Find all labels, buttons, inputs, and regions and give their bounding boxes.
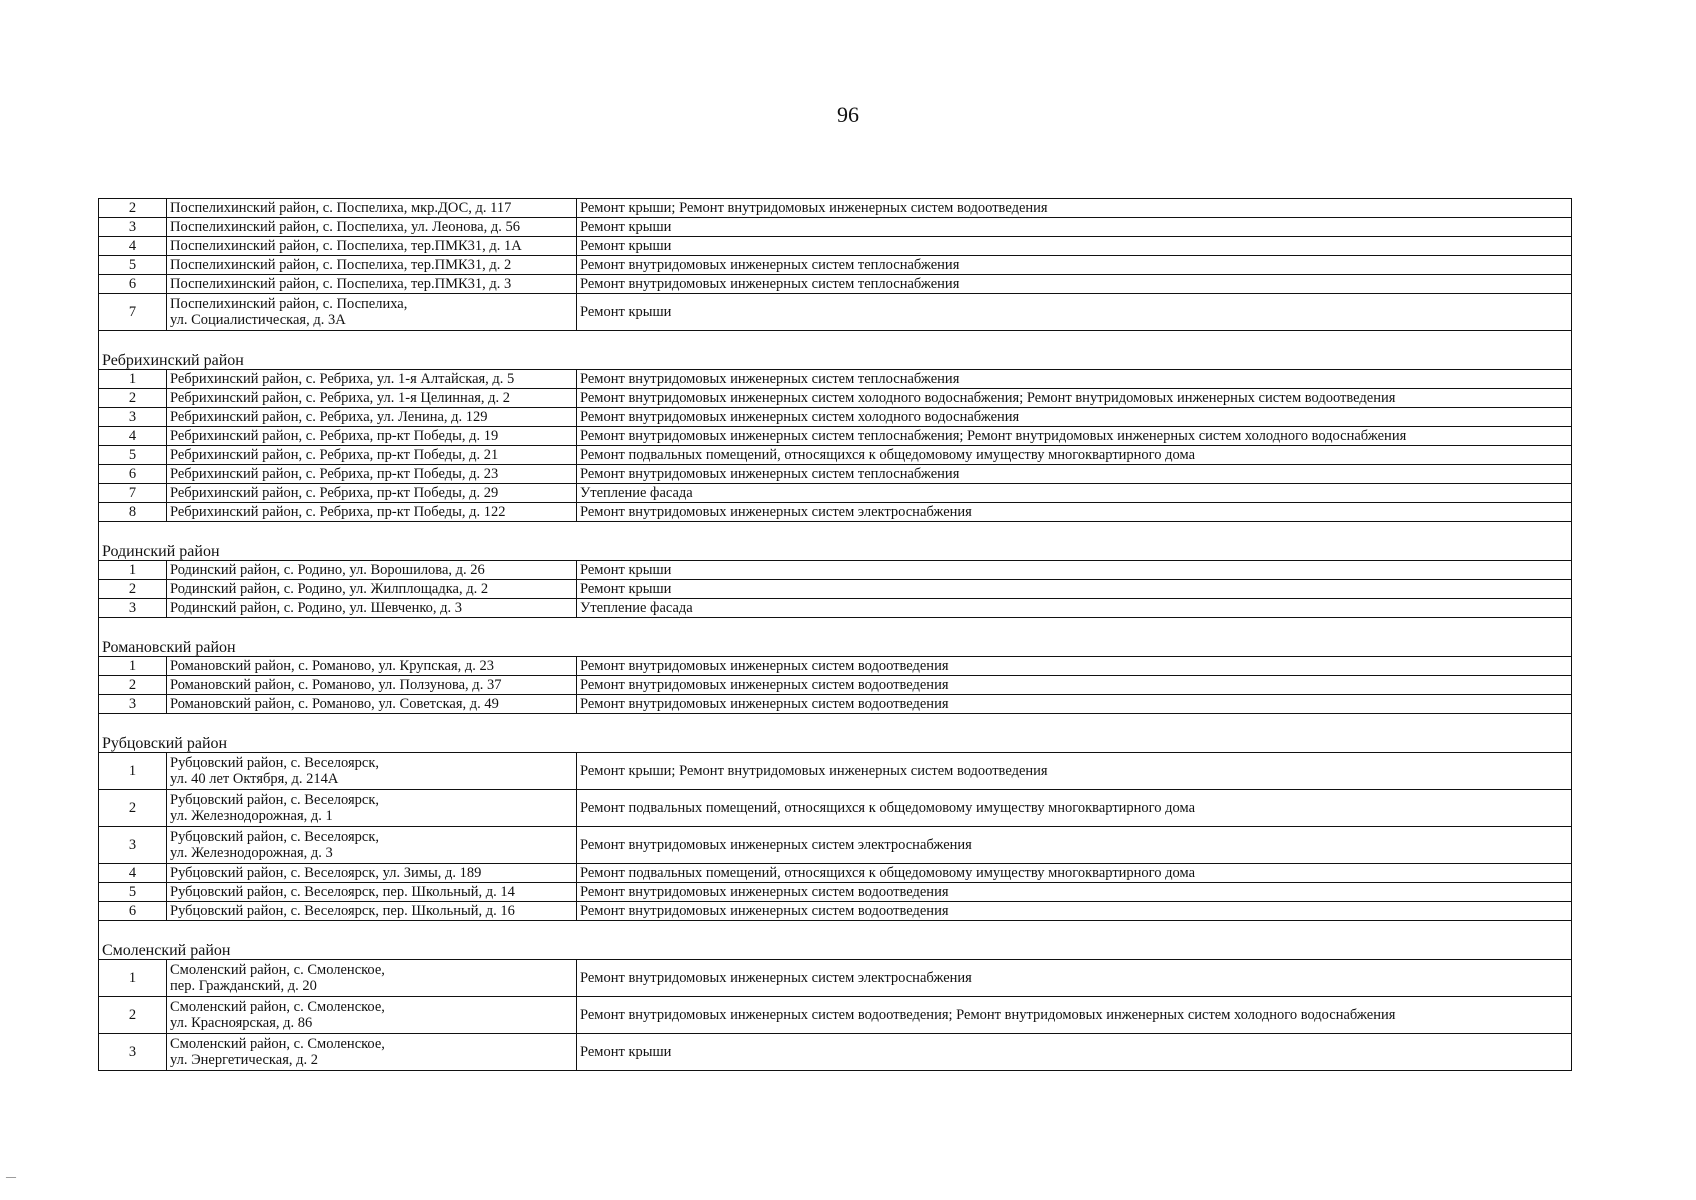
page-number: 96 bbox=[837, 102, 859, 127]
row-number: 3 bbox=[99, 599, 167, 618]
table-row bbox=[99, 960, 1572, 997]
address-cell bbox=[167, 427, 577, 446]
address-cell bbox=[167, 997, 577, 1034]
address-line: Родинский район, с. Родино, ул. Шевченко, д. 3 bbox=[170, 600, 463, 616]
district-header-row bbox=[99, 636, 1572, 657]
table-row bbox=[99, 408, 1572, 427]
section-spacer bbox=[99, 921, 1572, 940]
address-line: Рубцовский район, с. Веселоярск, bbox=[170, 792, 380, 808]
work-type-cell: Ремонт внутридомовых инженерных систем электроснабжения bbox=[577, 960, 1572, 997]
address-line: Поспелихинский район, с. Поспелиха, мкр.ДОС, д. 117 bbox=[170, 200, 512, 216]
row-number: 2 bbox=[99, 199, 167, 218]
row-number: 1 bbox=[99, 753, 167, 790]
row-number: 3 bbox=[99, 1034, 167, 1071]
work-type-cell: Ремонт внутридомовых инженерных систем теплоснабжения; Ремонт внутридомовых инженерных систем холодного водоснабжения bbox=[577, 427, 1572, 446]
address-line: Ребрихинский район, с. Ребриха, ул. 1-я Алтайская, д. 5 bbox=[170, 371, 515, 387]
work-type-cell: Ремонт внутридомовых инженерных систем водоотведения; Ремонт внутридомовых инженерных систем холодного водоснабжения bbox=[577, 997, 1572, 1034]
row-number: 4 bbox=[99, 864, 167, 883]
address-line: Рубцовский район, с. Веселоярск, ул. Зимы, д. 189 bbox=[170, 865, 482, 881]
table-row bbox=[99, 237, 1572, 256]
work-type-cell: Ремонт крыши; Ремонт внутридомовых инженерных систем водоотведения bbox=[577, 199, 1572, 218]
row-number: 1 bbox=[99, 657, 167, 676]
address-cell bbox=[167, 484, 577, 503]
spacer-cell bbox=[99, 522, 1572, 541]
address-cell bbox=[167, 237, 577, 256]
address-line: Ребрихинский район, с. Ребриха, пр-кт Победы, д. 21 bbox=[170, 447, 499, 463]
address-line: пер. Гражданский, д. 20 bbox=[170, 978, 317, 994]
address-cell bbox=[167, 446, 577, 465]
address-cell bbox=[167, 960, 577, 997]
table-row bbox=[99, 1034, 1572, 1071]
address-cell bbox=[167, 256, 577, 275]
row-number: 3 bbox=[99, 408, 167, 427]
district-title: Родинский район bbox=[99, 540, 1572, 561]
row-number: 1 bbox=[99, 370, 167, 389]
table-row bbox=[99, 256, 1572, 275]
table-row bbox=[99, 753, 1572, 790]
spacer-cell bbox=[99, 331, 1572, 350]
address-line: Родинский район, с. Родино, ул. Ворошилова, д. 26 bbox=[170, 562, 485, 578]
row-number: 3 bbox=[99, 695, 167, 714]
address-line: ул. Железнодорожная, д. 1 bbox=[170, 808, 333, 824]
table-row bbox=[99, 657, 1572, 676]
table-row bbox=[99, 580, 1572, 599]
district-title: Смоленский район bbox=[99, 939, 1572, 960]
address-line: ул. Красноярская, д. 86 bbox=[170, 1015, 313, 1031]
address-cell bbox=[167, 561, 577, 580]
work-type-cell: Ремонт внутридомовых инженерных систем водоотведения bbox=[577, 883, 1572, 902]
address-line: Рубцовский район, с. Веселоярск, пер. Школьный, д. 16 bbox=[170, 903, 515, 919]
address-cell bbox=[167, 902, 577, 921]
row-number: 4 bbox=[99, 427, 167, 446]
work-type-cell: Ремонт внутридомовых инженерных систем теплоснабжения bbox=[577, 275, 1572, 294]
address-line: Ребрихинский район, с. Ребриха, ул. 1-я Целинная, д. 2 bbox=[170, 390, 511, 406]
address-cell bbox=[167, 883, 577, 902]
address-cell bbox=[167, 599, 577, 618]
table-row bbox=[99, 446, 1572, 465]
address-line: Романовский район, с. Романово, ул. Ползунова, д. 37 bbox=[170, 677, 502, 693]
work-type-cell: Ремонт крыши bbox=[577, 237, 1572, 256]
table-row bbox=[99, 561, 1572, 580]
district-header-row bbox=[99, 732, 1572, 753]
address-cell bbox=[167, 827, 577, 864]
table-row bbox=[99, 883, 1572, 902]
section-spacer bbox=[99, 331, 1572, 350]
row-number: 3 bbox=[99, 218, 167, 237]
section-spacer bbox=[99, 618, 1572, 637]
address-line: ул. Энергетическая, д. 2 bbox=[170, 1052, 318, 1068]
address-line: Романовский район, с. Романово, ул. Крупская, д. 23 bbox=[170, 658, 495, 674]
work-type-cell: Ремонт внутридомовых инженерных систем холодного водоснабжения; Ремонт внутридомовых инженерных систем водоотведения bbox=[577, 389, 1572, 408]
address-cell bbox=[167, 465, 577, 484]
address-line: Ребрихинский район, с. Ребриха, пр-кт Победы, д. 23 bbox=[170, 466, 499, 482]
address-line: Смоленский район, с. Смоленское, bbox=[170, 999, 385, 1015]
table-row bbox=[99, 695, 1572, 714]
address-cell bbox=[167, 657, 577, 676]
row-number: 6 bbox=[99, 275, 167, 294]
address-line: ул. Железнодорожная, д. 3 bbox=[170, 845, 333, 861]
table-row bbox=[99, 503, 1572, 522]
row-number: 2 bbox=[99, 676, 167, 695]
address-cell bbox=[167, 370, 577, 389]
address-cell bbox=[167, 676, 577, 695]
address-line: Ребрихинский район, с. Ребриха, пр-кт Победы, д. 122 bbox=[170, 504, 506, 520]
address-line: Поспелихинский район, с. Поспелиха, bbox=[170, 296, 408, 312]
address-line: Рубцовский район, с. Веселоярск, bbox=[170, 829, 380, 845]
address-line: ул. 40 лет Октября, д. 214А bbox=[170, 771, 339, 787]
work-type-cell: Ремонт крыши bbox=[577, 218, 1572, 237]
address-line: Рубцовский район, с. Веселоярск, bbox=[170, 755, 380, 771]
work-type-cell: Ремонт внутридомовых инженерных систем водоотведения bbox=[577, 695, 1572, 714]
table-row bbox=[99, 389, 1572, 408]
address-line: Рубцовский район, с. Веселоярск, пер. Школьный, д. 14 bbox=[170, 884, 515, 900]
table-row bbox=[99, 676, 1572, 695]
address-cell bbox=[167, 580, 577, 599]
table-row bbox=[99, 902, 1572, 921]
work-type-cell: Ремонт подвальных помещений, относящихся к общедомовому имуществу многоквартирного дома bbox=[577, 790, 1572, 827]
work-type-cell: Ремонт подвальных помещений, относящихся к общедомовому имуществу многоквартирного дома bbox=[577, 446, 1572, 465]
row-number: 6 bbox=[99, 902, 167, 921]
address-cell bbox=[167, 218, 577, 237]
address-line: Родинский район, с. Родино, ул. Жилплощадка, д. 2 bbox=[170, 581, 489, 597]
row-number: 5 bbox=[99, 446, 167, 465]
address-cell bbox=[167, 503, 577, 522]
work-type-cell: Ремонт крыши bbox=[577, 561, 1572, 580]
row-number: 7 bbox=[99, 484, 167, 503]
work-type-cell: Ремонт крыши bbox=[577, 294, 1572, 331]
spacer-cell bbox=[99, 921, 1572, 940]
table-row bbox=[99, 218, 1572, 237]
district-title: Рубцовский район bbox=[99, 732, 1572, 753]
row-number: 2 bbox=[99, 997, 167, 1034]
table-row bbox=[99, 427, 1572, 446]
row-number: 1 bbox=[99, 561, 167, 580]
work-type-cell: Ремонт крыши bbox=[577, 1034, 1572, 1071]
district-title: Ребрихинский район bbox=[99, 349, 1572, 370]
table-row bbox=[99, 370, 1572, 389]
table-row bbox=[99, 599, 1572, 618]
table-row bbox=[99, 294, 1572, 331]
row-number: 5 bbox=[99, 256, 167, 275]
work-type-cell: Ремонт подвальных помещений, относящихся к общедомовому имуществу многоквартирного дома bbox=[577, 864, 1572, 883]
row-number: 8 bbox=[99, 503, 167, 522]
address-cell bbox=[167, 1034, 577, 1071]
district-header-row bbox=[99, 540, 1572, 561]
work-type-cell: Ремонт внутридомовых инженерных систем водоотведения bbox=[577, 676, 1572, 695]
row-number: 2 bbox=[99, 790, 167, 827]
section-spacer bbox=[99, 714, 1572, 733]
work-type-cell: Ремонт внутридомовых инженерных систем теплоснабжения bbox=[577, 465, 1572, 484]
row-number: 4 bbox=[99, 237, 167, 256]
address-cell bbox=[167, 294, 577, 331]
address-line: Поспелихинский район, с. Поспелиха, ул. Леонова, д. 56 bbox=[170, 219, 520, 235]
table-row bbox=[99, 864, 1572, 883]
row-number: 2 bbox=[99, 389, 167, 408]
table-row bbox=[99, 465, 1572, 484]
repair-registry-table bbox=[98, 198, 1572, 1071]
address-line: Смоленский район, с. Смоленское, bbox=[170, 1036, 385, 1052]
district-title: Романовский район bbox=[99, 636, 1572, 657]
address-cell bbox=[167, 864, 577, 883]
table-row bbox=[99, 199, 1572, 218]
work-type-cell: Ремонт внутридомовых инженерных систем водоотведения bbox=[577, 657, 1572, 676]
registry-body bbox=[99, 199, 1572, 1071]
section-spacer bbox=[99, 522, 1572, 541]
row-number: 1 bbox=[99, 960, 167, 997]
address-cell bbox=[167, 790, 577, 827]
address-line: Поспелихинский район, с. Поспелиха, тер.ПМК31, д. 1А bbox=[170, 238, 522, 254]
work-type-cell: Ремонт внутридомовых инженерных систем электроснабжения bbox=[577, 827, 1572, 864]
address-line: Смоленский район, с. Смоленское, bbox=[170, 962, 385, 978]
address-line: Поспелихинский район, с. Поспелиха, тер.ПМК31, д. 2 bbox=[170, 257, 512, 273]
address-line: Ребрихинский район, с. Ребриха, ул. Ленина, д. 129 bbox=[170, 409, 488, 425]
table-row bbox=[99, 275, 1572, 294]
work-type-cell: Ремонт внутридомовых инженерных систем теплоснабжения bbox=[577, 370, 1572, 389]
address-cell bbox=[167, 753, 577, 790]
address-cell bbox=[167, 389, 577, 408]
row-number: 6 bbox=[99, 465, 167, 484]
work-type-cell: Ремонт внутридомовых инженерных систем водоотведения bbox=[577, 902, 1572, 921]
address-cell bbox=[167, 275, 577, 294]
row-number: 2 bbox=[99, 580, 167, 599]
address-line: ул. Социалистическая, д. 3А bbox=[170, 312, 346, 328]
work-type-cell: Утепление фасада bbox=[577, 484, 1572, 503]
work-type-cell: Ремонт внутридомовых инженерных систем электроснабжения bbox=[577, 503, 1572, 522]
address-cell bbox=[167, 695, 577, 714]
district-header-row bbox=[99, 349, 1572, 370]
address-cell bbox=[167, 199, 577, 218]
address-cell bbox=[167, 408, 577, 427]
row-number: 7 bbox=[99, 294, 167, 331]
spacer-cell bbox=[99, 714, 1572, 733]
table-row bbox=[99, 790, 1572, 827]
row-number: 5 bbox=[99, 883, 167, 902]
spacer-cell bbox=[99, 618, 1572, 637]
work-type-cell: Утепление фасада bbox=[577, 599, 1572, 618]
address-line: Ребрихинский район, с. Ребриха, пр-кт Победы, д. 29 bbox=[170, 485, 499, 501]
work-type-cell: Ремонт крыши; Ремонт внутридомовых инженерных систем водоотведения bbox=[577, 753, 1572, 790]
address-line: Романовский район, с. Романово, ул. Советская, д. 49 bbox=[170, 696, 499, 712]
row-number: 3 bbox=[99, 827, 167, 864]
work-type-cell: Ремонт крыши bbox=[577, 580, 1572, 599]
work-type-cell: Ремонт внутридомовых инженерных систем теплоснабжения bbox=[577, 256, 1572, 275]
work-type-cell: Ремонт внутридомовых инженерных систем холодного водоснабжения bbox=[577, 408, 1572, 427]
table-row bbox=[99, 484, 1572, 503]
address-line: Поспелихинский район, с. Поспелиха, тер.ПМК31, д. 3 bbox=[170, 276, 512, 292]
table-row bbox=[99, 827, 1572, 864]
address-line: Ребрихинский район, с. Ребриха, пр-кт Победы, д. 19 bbox=[170, 428, 499, 444]
table-row bbox=[99, 997, 1572, 1034]
district-header-row bbox=[99, 939, 1572, 960]
scan-mark: –– bbox=[6, 1172, 16, 1183]
